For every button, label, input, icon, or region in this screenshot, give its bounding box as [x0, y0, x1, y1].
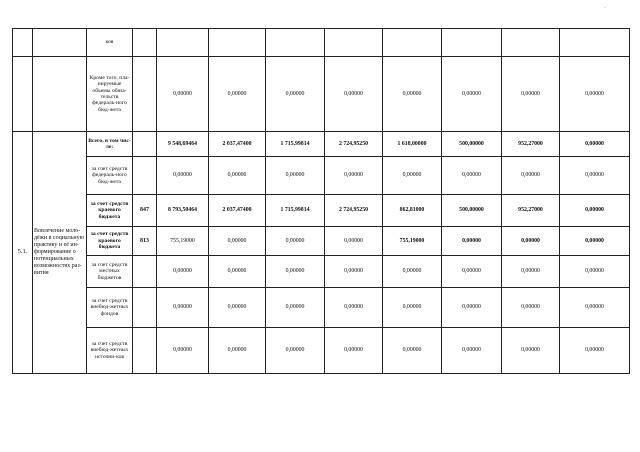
item-number: 5.1. [13, 132, 33, 374]
source-cell: за счет средств федераль-ного бюд-жета [87, 157, 133, 195]
table-row [13, 29, 630, 57]
table-row: за счет средств краевого бюджета 813 755,19000 0,00000 0,00000 0,00000 755,19000 0,00000 0,00000 0,00000 [13, 227, 630, 256]
table-row: Кроме того, пла-нируемые объемы обяза-тельств федераль-ного бюд-жета 0,00000 0,00000 0,00000 0,00000 0,00000 0,00000 0,00000 0,00000 [13, 57, 630, 132]
table-row: за счет средств внебюд-жетных источни-ков 0,00000 0,00000 0,00000 0,00000 0,00000 0,00000 0,00000 0,00000 [13, 328, 630, 374]
source-cell: за счет средств внебюд-жетных фондов [87, 288, 133, 328]
source-cell: Всего, в том чис-ле: [87, 132, 133, 157]
source-cell: Кроме того, пла-нируемые объемы обяза-тельств федераль-ного бюд-жета [87, 57, 133, 132]
source-cell: за счет средств краевого бюджета [87, 195, 133, 227]
source-cell: за счет средств местных бюджетов [87, 256, 133, 288]
table-row: за счет средств внебюд-жетных фондов 0,00000 0,00000 0,00000 0,00000 0,00000 0,00000 0,00000 0,00000 [13, 288, 630, 328]
table-row-total: 5.1. Вовлечение моло-дёжи в социальную практику и её ин-формирование о потенциальных возможностях раз-вития Всего, в том чис-ле: 9 548,69464 2 037,47400 1 715,99814 2 724,95250 1 618,00000 500,00000 952,27000 0,00000 [13, 132, 630, 157]
source-cell: за счет средств краевого бюджета [87, 227, 133, 256]
table-row: за счет средств местных бюджетов 0,00000 0,00000 0,00000 0,00000 0,00000 0,00000 0,00000 0,00000 [13, 256, 630, 288]
table-row: за счет средств краевого бюджета 847 8 793,50464 2 037,47400 1 715,99814 2 724,95250 862,81000 500,00000 952,27000 0,00000 [13, 195, 630, 227]
source-cell: ков [87, 29, 133, 57]
source-cell: за счет средств внебюд-жетных источни-ков [87, 328, 133, 374]
table-row: за счет средств федераль-ного бюд-жета 0,00000 0,00000 0,00000 0,00000 0,00000 0,00000 0,00000 0,00000 [13, 157, 630, 195]
page-mark: - [604, 6, 606, 11]
item-name: Вовлечение моло-дёжи в социальную практику и её ин-формирование о потенциальных возможностях раз-вития [33, 132, 87, 374]
budget-table [12, 28, 630, 374]
